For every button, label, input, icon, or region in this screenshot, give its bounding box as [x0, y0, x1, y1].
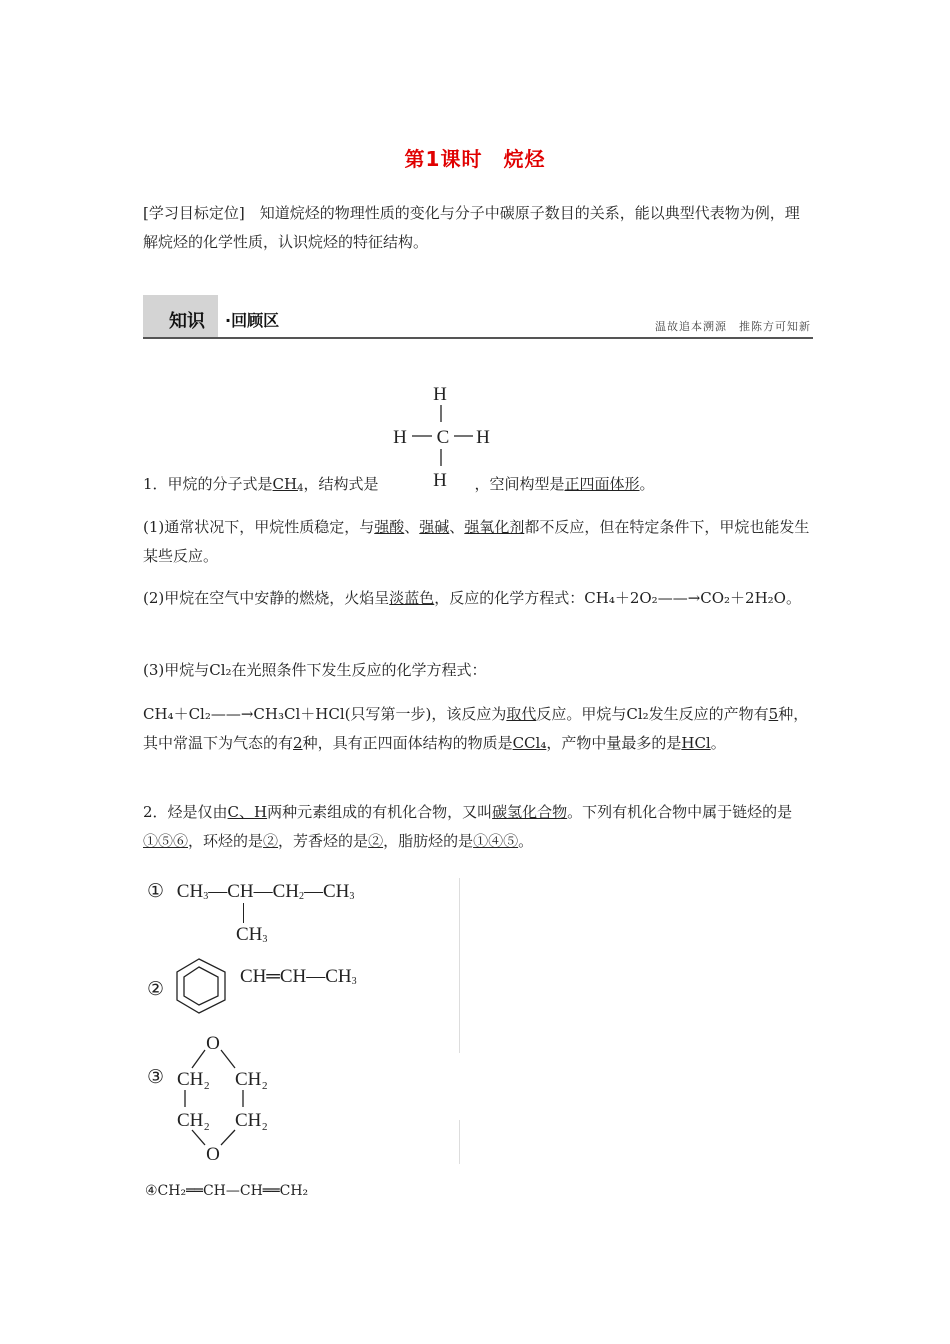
- svg-text:2: 2: [262, 1080, 268, 1092]
- compound-1-branch: $CH_3$: [236, 924, 268, 945]
- paragraph-2: (2)甲烷在空气中安静的燃烧，火焰呈淡蓝色，反应的化学方程式：CH₄＋2O₂——→CO₂＋2H₂O。: [143, 589, 801, 607]
- methane-h-right: H: [476, 427, 490, 448]
- answer-products: 5: [768, 705, 779, 723]
- answer-most: HCl: [681, 734, 711, 752]
- compound-4: ④CH₂══CH—CH══CH₂: [145, 1183, 309, 1199]
- compound-3-dioxane: [172, 1030, 282, 1165]
- answer-type: 取代: [506, 705, 537, 723]
- column-divider-bottom: [459, 1120, 460, 1164]
- banner-motto: 温故追本溯源 推陈方可知新: [655, 320, 811, 333]
- objective-tag: [学习目标定位]: [143, 204, 245, 222]
- learning-objective: [143, 199, 813, 257]
- answer-flame: 淡蓝色: [389, 589, 435, 607]
- answer-chain: ①⑤⑥: [143, 832, 189, 850]
- compound-2-chain: $CH═CH—CH_3$: [240, 966, 357, 987]
- compound-2-number: ②: [147, 979, 165, 1000]
- compound-1-number: ①: [147, 881, 165, 902]
- banner-rule: [143, 337, 813, 339]
- answer-oxidant: 强氧化剂: [464, 518, 525, 536]
- answer-base: 强碱: [419, 518, 450, 536]
- benzene-ring: [173, 956, 243, 1016]
- svg-text:CH: CH: [235, 1110, 262, 1131]
- answer-shape: 正四面体形: [564, 475, 640, 493]
- svg-text:O: O: [206, 1033, 220, 1054]
- answer-acid: 强酸: [374, 518, 405, 536]
- methane-h-left: H: [393, 427, 407, 448]
- svg-text:CH: CH: [235, 1069, 262, 1090]
- svg-text:2: 2: [204, 1121, 210, 1133]
- answer-gases: 2: [293, 734, 303, 752]
- column-divider-top: [459, 878, 460, 1053]
- answer-aliphatic: ①④⑤: [473, 832, 519, 850]
- banner-title-sub: ·回顾区: [225, 311, 280, 330]
- svg-text:O: O: [206, 1144, 220, 1165]
- svg-text:2: 2: [262, 1121, 268, 1133]
- compound-3-number: ③: [147, 1067, 165, 1088]
- question-2: 2．烃是仅由C、H两种元素组成的有机化合物，又叫碳氢化合物。下列有机化合物中属于链烃的是①⑤⑥，环烃的是②，芳香烃的是②，脂肪烃的是①④⑤。: [143, 803, 793, 850]
- answer-ring: ②: [263, 832, 279, 850]
- methane-h-top: H: [433, 384, 447, 405]
- methane-c: C: [436, 427, 450, 448]
- answer-elements: C、H: [227, 803, 268, 821]
- answer-aromatic: ②: [368, 832, 384, 850]
- answer-tetrahedral: CCl₄: [512, 734, 547, 752]
- paragraph-1: (1)通常状况下，甲烷性质稳定，与强酸、强碱、强氧化剂都不反应，但在特定条件下，甲烷也能发生某些反应。: [143, 518, 810, 565]
- svg-text:CH: CH: [177, 1069, 204, 1090]
- page-title: 第1课时 烷烃: [404, 147, 546, 171]
- answer-name: 碳氢化合物: [492, 803, 568, 821]
- paragraph-3: (3)甲烷与Cl₂在光照条件下发生反应的化学方程式：: [143, 661, 487, 679]
- banner-title-main: 知识: [169, 311, 205, 332]
- svg-text:2: 2: [204, 1080, 210, 1092]
- answer-ch4: $CH_4$: [272, 475, 304, 494]
- svg-text:CH: CH: [177, 1110, 204, 1131]
- question-1: 1．甲烷的分子式是$CH_4$，结构式是 ，空间构型是正四面体形。: [143, 475, 655, 494]
- objective-text: 知道烷烃的物理性质的变化与分子中碳原子数目的关系，能以典型代表物为例，理解烷烃的化学性质，认识烷烃的特征结构。: [143, 204, 800, 251]
- methane-h-bottom: H: [433, 470, 447, 491]
- paragraph-4: CH₄＋Cl₂——→CH₃Cl＋HCl(只写第一步)，该反应为取代反应。甲烷与Cl₂发生反应的产物有5种，其中常温下为气态的有2种，具有正四面体结构的物质是CCl₄，产物中量最多的是HCl。: [143, 705, 809, 752]
- compound-1: ① $CH_3—CH—CH_2—CH_3$: [147, 881, 355, 902]
- compound-1-branch-bond: [243, 903, 244, 923]
- section-banner: [143, 295, 813, 339]
